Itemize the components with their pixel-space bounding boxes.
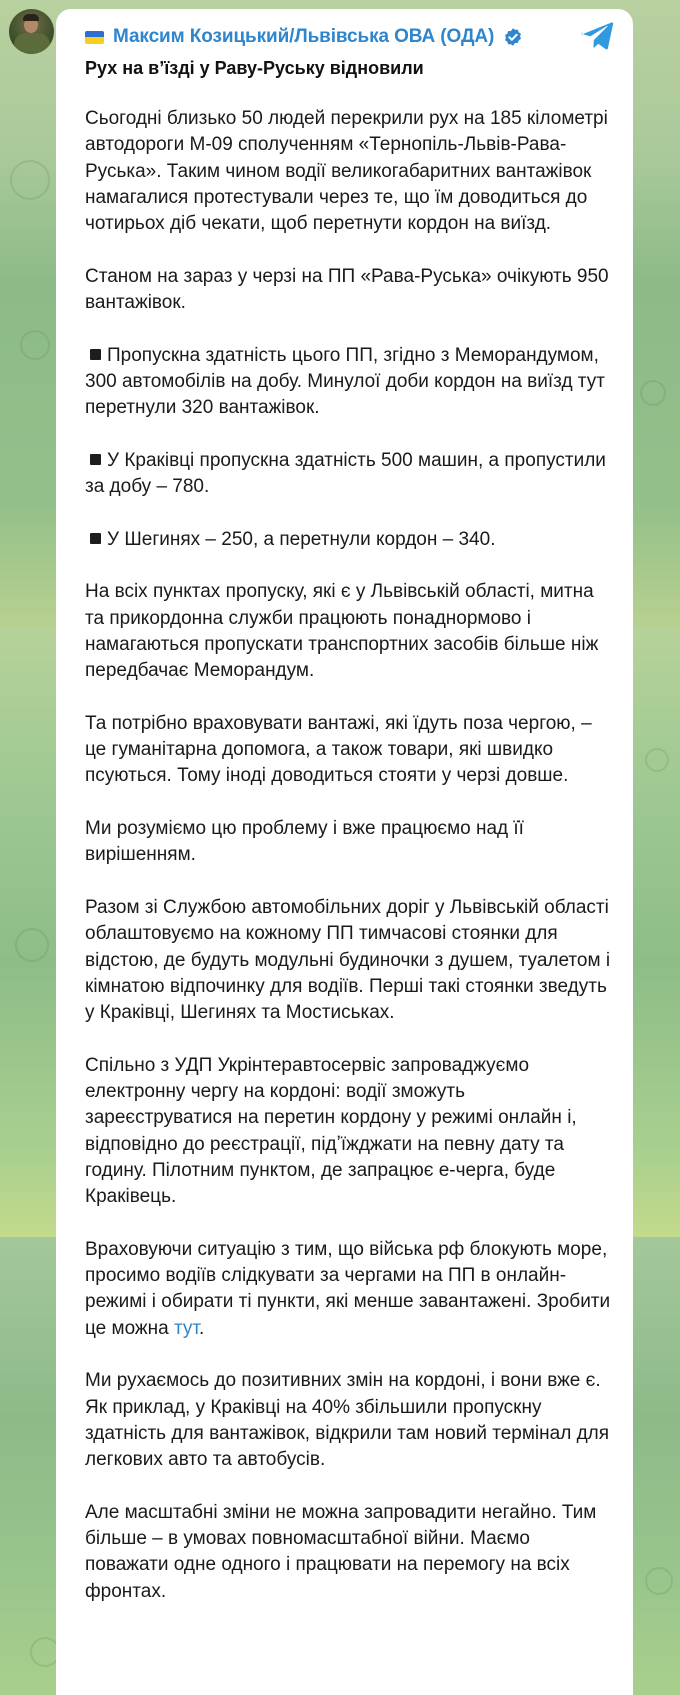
- post-body: [85, 106, 615, 1605]
- verified-badge-icon: [503, 27, 523, 47]
- telegram-icon[interactable]: [580, 21, 614, 51]
- avatar-hair: [23, 14, 39, 21]
- post-paragraph: Разом зі Службою автомобільних доріг у Львівській області облаштовуємо на кожному ПП тимчасові стоянки для відстою, де будуть модульні будиночки з душем, туалетом і кімнатою відпочинку для водіїв. Перші такі стоянки зведуть у Краківці, Шегинях та Мостиськах.: [85, 896, 611, 1024]
- post-paragraph: На всіх пунктах пропуску, які є у Львівській області, митна та прикордонна служби працюють понаднормово і намагаються пропускати транспортних засобів більше ніж передбачає Меморандум.: [85, 581, 599, 682]
- black-square-bullet-icon: [90, 349, 101, 360]
- post-paragraph: Але масштабні зміни не можна запровадити негайно. Тим більше – в умовах повномасштабної війни. Маємо поважати одне одного і працювати на перемогу на всіх фронтах.: [85, 1501, 597, 1602]
- bullet-text: Пропускна здатність цього ПП, згідно з Меморандумом, 300 автомобілів на добу. Минулої доби кордон на виїзд тут перетнули 320 вантажівок.: [85, 344, 605, 419]
- ua-flag-icon: [85, 31, 104, 44]
- message-header: [85, 23, 611, 51]
- avatar-body: [14, 33, 50, 54]
- channel-name-link[interactable]: Максим Козицький/Львівська ОВА (ОДА): [113, 26, 495, 47]
- post-paragraph: Станом на зараз у черзі на ПП «Рава-Руська» очікують 950 вантажівок.: [85, 265, 609, 314]
- post-bullet: [85, 448, 615, 501]
- channel-avatar[interactable]: [9, 9, 54, 54]
- post-bullet: [85, 527, 615, 553]
- post-paragraph: Та потрібно враховувати вантажі, які їдуть поза чергою, – це гуманітарна допомога, а також товари, які швидко псуються. Тому іноді доводиться стояти у черзі довше.: [85, 712, 592, 787]
- post-paragraph: Ми розуміємо цю проблему і вже працюємо над її вирішенням.: [85, 818, 524, 866]
- bullet-text: У Краківці пропускна здатність 500 машин, а пропустили за добу – 780.: [85, 449, 606, 498]
- black-square-bullet-icon: [90, 533, 101, 544]
- post-bullet: [85, 343, 615, 422]
- paragraph-text: .: [199, 1317, 205, 1339]
- post-paragraph-with-link: [85, 1237, 615, 1342]
- bullet-text: У Шегинях – 250, а перетнули кордон – 340.: [107, 528, 496, 550]
- black-square-bullet-icon: [90, 454, 101, 465]
- paragraph-text: Враховуючи ситуацію з тим, що війська рф блокують море, просимо водіїв слідкувати за чергами на ПП в онлайн-режимі і обирати ті пункти, які менше завантажені. Зробити це можна: [85, 1238, 611, 1339]
- post-title: Рух на вʼїзді у Раву-Руську відновили: [85, 58, 424, 78]
- message-bubble: [56, 9, 633, 1695]
- queue-link[interactable]: тут: [173, 1317, 199, 1339]
- post-paragraph: Сьогодні близько 50 людей перекрили рух на 185 кілометрі автодороги М-09 сполученням «Тернопіль-Львів-Рава-Руська». Таким чином водії великогабаритних вантажівок намагалися протестували через те, що їм доводиться до чотирьох діб чекати, щоб перетнути кордон на виїзд.: [85, 108, 608, 235]
- post-paragraph: Спільно з УДП Укрінтеравтосервіс запроваджуємо електронну чергу на кордоні: водії зможуть зареєструватися на перетин кордону у режимі онлайн і, відповідно до реєстрації, підʼїжджати на певну дату та годину. Пілотним пунктом, де запрацює е-черга, буде Краківець.: [85, 1054, 577, 1208]
- post-paragraph: Ми рухаємось до позитивних змін на кордоні, і вони вже є. Як приклад, у Краківці на 40% збільшили пропускну здатність для вантажівок, відкрили там новий термінал для легкових авто та автобусів.: [85, 1370, 610, 1471]
